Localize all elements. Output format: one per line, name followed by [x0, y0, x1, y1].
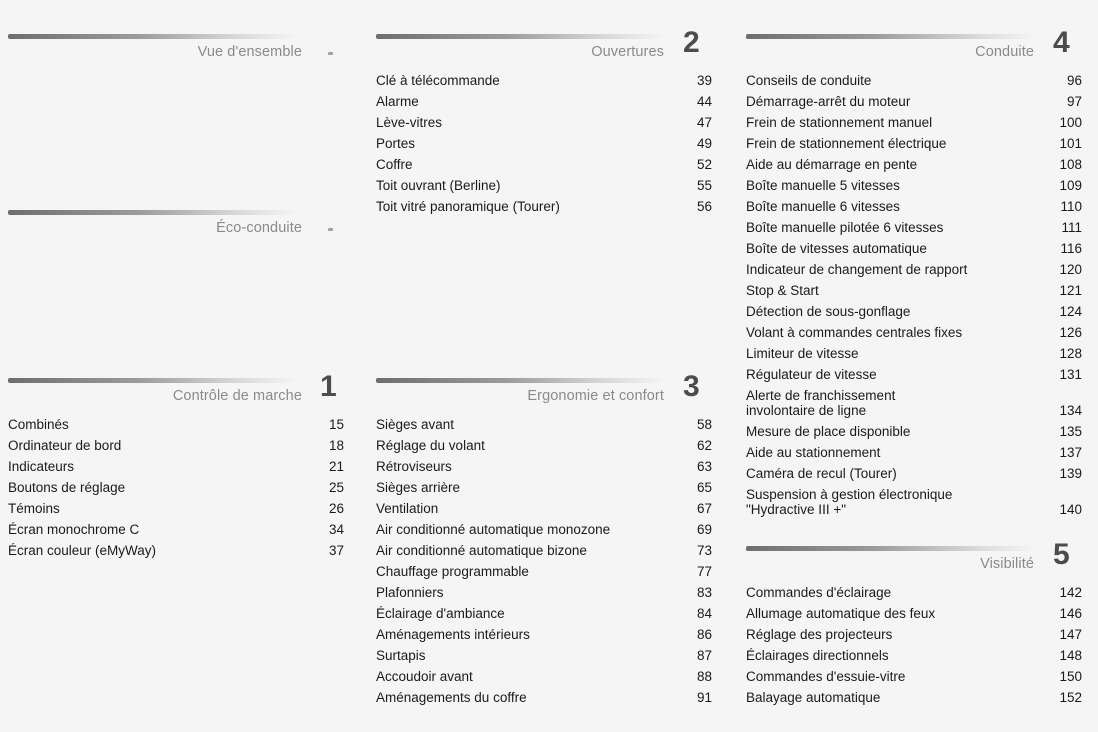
section-divider-bar [376, 34, 666, 39]
toc-section [8, 30, 344, 68]
entry-page-number: 83 [696, 585, 712, 600]
entry-list [746, 582, 1082, 708]
toc-entry[interactable] [376, 498, 712, 519]
toc-entry[interactable] [746, 280, 1082, 301]
section-title[interactable]: Contrôle de marche [172, 388, 302, 404]
entry-label: Aide au stationnement [746, 445, 881, 460]
toc-entry[interactable] [746, 175, 1082, 196]
section-title[interactable]: Ouvertures [591, 44, 664, 60]
section-divider-bar [8, 210, 298, 215]
entry-label: Régulateur de vitesse [746, 367, 877, 382]
entry-label: Alarme [376, 94, 419, 109]
entry-page-number: 111 [1061, 220, 1082, 235]
entry-page-number: 148 [1059, 648, 1082, 663]
toc-entry[interactable] [376, 435, 712, 456]
entry-label: Lève-vitres [376, 115, 443, 130]
entry-page-number: 49 [696, 136, 712, 151]
toc-entry[interactable] [746, 70, 1082, 91]
entry-label: Écran monochrome C [8, 522, 140, 537]
toc-entry[interactable] [8, 456, 344, 477]
entry-label: Aménagements intérieurs [376, 627, 530, 642]
toc-entry[interactable] [746, 301, 1082, 322]
entry-label: Boutons de réglage [8, 480, 126, 495]
toc-entry[interactable] [746, 322, 1082, 343]
section-divider-bar [746, 546, 1036, 551]
toc-entry[interactable] [376, 91, 712, 112]
section-number: 3 [683, 370, 700, 403]
toc-entry[interactable] [746, 364, 1082, 385]
toc-entry[interactable] [376, 133, 712, 154]
entry-label: Éclairage d'ambiance [376, 606, 505, 621]
entry-label: Conseils de conduite [746, 73, 872, 88]
entry-label: Frein de stationnement manuel [746, 115, 933, 130]
entry-page-number: 109 [1059, 178, 1082, 193]
section-number: 5 [1053, 538, 1070, 571]
toc-entry[interactable] [746, 238, 1082, 259]
toc-entry[interactable] [8, 435, 344, 456]
entry-label: Stop & Start [746, 283, 819, 298]
entry-page-number: 120 [1059, 262, 1082, 277]
section-number: 2 [683, 26, 700, 59]
section-divider-bar [376, 378, 666, 383]
toc-entry[interactable] [376, 196, 712, 217]
entry-page-number: 140 [1059, 502, 1082, 517]
entry-page-number: 26 [328, 501, 344, 516]
section-header [746, 538, 1082, 580]
entry-page-number: 139 [1059, 466, 1082, 481]
toc-entry[interactable] [746, 645, 1082, 666]
toc-section [376, 370, 712, 705]
entry-page-number: 65 [696, 480, 712, 495]
entry-label: Témoins [8, 501, 60, 516]
toc-entry[interactable] [376, 70, 712, 91]
toc-entry[interactable] [746, 463, 1082, 484]
entry-label: Rétroviseurs [376, 459, 452, 474]
entry-label: Commandes d'éclairage [746, 585, 892, 600]
section-header [8, 30, 344, 68]
entry-label: Clé à télécommande [376, 73, 500, 88]
toc-entry[interactable] [746, 421, 1082, 442]
entry-page-number: 52 [696, 157, 712, 172]
section-divider-bar [8, 34, 298, 39]
section-number: 4 [1053, 26, 1070, 59]
toc-entry[interactable] [376, 112, 712, 133]
section-header [8, 206, 344, 244]
entry-page-number: 97 [1066, 94, 1082, 109]
toc-entry[interactable] [746, 582, 1082, 603]
toc-entry[interactable] [8, 519, 344, 540]
entry-label: Réglage du volant [376, 438, 485, 453]
entry-page-number: 62 [696, 438, 712, 453]
toc-section [8, 370, 344, 558]
entry-label: Aide au démarrage en pente [746, 157, 918, 172]
entry-label: Coffre [376, 157, 413, 172]
entry-label: Boîte de vitesses automatique [746, 241, 927, 256]
entry-page-number: 124 [1059, 304, 1082, 319]
section-divider-bar [8, 378, 298, 383]
entry-list [8, 414, 344, 561]
entry-page-number: 108 [1059, 157, 1082, 172]
toc-entry[interactable] [746, 133, 1082, 154]
toc-entry[interactable] [376, 477, 712, 498]
entry-page-number: 116 [1060, 241, 1082, 256]
entry-list [376, 414, 712, 708]
section-marker-icon [328, 228, 333, 231]
entry-label: Plafonniers [376, 585, 444, 600]
toc-entry[interactable] [746, 112, 1082, 133]
toc-entry[interactable] [746, 603, 1082, 624]
entry-label: Alerte de franchissement involontaire de ligne [746, 388, 896, 418]
entry-label: Mesure de place disponible [746, 424, 911, 439]
toc-entry[interactable] [376, 561, 712, 582]
entry-page-number: 100 [1059, 115, 1082, 130]
section-title[interactable]: Visibilité [980, 556, 1034, 572]
entry-label: Boîte manuelle 6 vitesses [746, 199, 900, 214]
entry-label: Allumage automatique des feux [746, 606, 936, 621]
entry-page-number: 63 [696, 459, 712, 474]
entry-page-number: 34 [328, 522, 344, 537]
section-header [376, 370, 712, 412]
entry-list [376, 70, 712, 217]
entry-page-number: 25 [328, 480, 344, 495]
entry-page-number: 18 [328, 438, 344, 453]
entry-page-number: 21 [328, 459, 344, 474]
toc-entry[interactable] [746, 154, 1082, 175]
entry-label: Combinés [8, 417, 69, 432]
entry-page-number: 142 [1059, 585, 1082, 600]
toc-entry[interactable] [376, 687, 712, 708]
toc-entry[interactable] [376, 519, 712, 540]
toc-entry[interactable] [746, 442, 1082, 463]
entry-label: Toit ouvrant (Berline) [376, 178, 501, 193]
toc-entry[interactable] [376, 624, 712, 645]
entry-page-number: 77 [696, 564, 712, 579]
section-number: 1 [320, 370, 337, 403]
entry-list [746, 70, 1082, 520]
entry-label: Volant à commandes centrales fixes [746, 325, 963, 340]
section-title[interactable]: Vue d'ensemble [197, 44, 302, 60]
toc-section [376, 26, 712, 214]
entry-page-number: 55 [696, 178, 712, 193]
toc-entry[interactable] [8, 477, 344, 498]
entry-label: Suspension à gestion électronique "Hydractive III +" [746, 487, 953, 517]
entry-label: Portes [376, 136, 416, 151]
entry-label: Sièges avant [376, 417, 455, 432]
entry-page-number: 86 [696, 627, 712, 642]
section-header [8, 370, 344, 412]
toc-entry[interactable] [746, 91, 1082, 112]
entry-page-number: 58 [696, 417, 712, 432]
entry-page-number: 39 [696, 73, 712, 88]
toc-section [8, 206, 344, 244]
section-title[interactable]: Conduite [975, 44, 1034, 60]
entry-page-number: 126 [1059, 325, 1082, 340]
entry-page-number: 15 [328, 417, 344, 432]
toc-entry[interactable] [8, 540, 344, 561]
entry-label: Écran couleur (eMyWay) [8, 543, 157, 558]
entry-label: Éclairages directionnels [746, 648, 889, 663]
section-marker-icon [328, 52, 333, 55]
entry-page-number: 47 [696, 115, 712, 130]
entry-page-number: 37 [328, 543, 344, 558]
entry-label: Réglage des projecteurs [746, 627, 893, 642]
entry-page-number: 67 [696, 501, 712, 516]
toc-entry[interactable] [746, 484, 1082, 520]
entry-page-number: 56 [696, 199, 712, 214]
toc-entry[interactable] [376, 175, 712, 196]
entry-page-number: 135 [1059, 424, 1082, 439]
entry-page-number: 96 [1066, 73, 1082, 88]
entry-page-number: 84 [696, 606, 712, 621]
entry-label: Commandes d'essuie-vitre [746, 669, 906, 684]
entry-page-number: 147 [1059, 627, 1082, 642]
entry-page-number: 73 [696, 543, 712, 558]
entry-page-number: 128 [1059, 346, 1082, 361]
entry-page-number: 101 [1059, 136, 1082, 151]
entry-label: Indicateurs [8, 459, 75, 474]
entry-label: Balayage automatique [746, 690, 881, 705]
entry-page-number: 146 [1059, 606, 1082, 621]
entry-page-number: 87 [696, 648, 712, 663]
toc-entry[interactable] [746, 666, 1082, 687]
section-title[interactable]: Ergonomie et confort [527, 388, 664, 404]
toc-entry[interactable] [376, 456, 712, 477]
toc-entry[interactable] [746, 259, 1082, 280]
entry-label: Air conditionné automatique monozone [376, 522, 611, 537]
toc-section [746, 538, 1082, 705]
entry-label: Air conditionné automatique bizone [376, 543, 587, 558]
toc-entry[interactable] [746, 196, 1082, 217]
entry-label: Aménagements du coffre [376, 690, 527, 705]
toc-entry[interactable] [746, 385, 1082, 421]
entry-label: Toit vitré panoramique (Tourer) [376, 199, 560, 214]
toc-entry[interactable] [376, 645, 712, 666]
entry-label: Frein de stationnement électrique [746, 136, 947, 151]
section-header [746, 26, 1082, 68]
toc-section [746, 26, 1082, 517]
entry-label: Surtapis [376, 648, 426, 663]
entry-label: Démarrage-arrêt du moteur [746, 94, 911, 109]
entry-page-number: 131 [1059, 367, 1082, 382]
section-title[interactable]: Éco-conduite [216, 220, 302, 236]
entry-page-number: 91 [696, 690, 712, 705]
entry-page-number: 88 [696, 669, 712, 684]
entry-page-number: 150 [1059, 669, 1082, 684]
entry-label: Limiteur de vitesse [746, 346, 859, 361]
entry-label: Ventilation [376, 501, 439, 516]
entry-label: Boîte manuelle 5 vitesses [746, 178, 900, 193]
toc-entry[interactable] [376, 582, 712, 603]
entry-label: Ordinateur de bord [8, 438, 122, 453]
toc-entry[interactable] [376, 603, 712, 624]
toc-entry[interactable] [746, 624, 1082, 645]
entry-label: Chauffage programmable [376, 564, 529, 579]
entry-label: Détection de sous-gonflage [746, 304, 911, 319]
entry-label: Caméra de recul (Tourer) [746, 466, 897, 481]
entry-label: Sièges arrière [376, 480, 461, 495]
toc-entry[interactable] [746, 687, 1082, 708]
entry-page-number: 69 [696, 522, 712, 537]
entry-page-number: 137 [1059, 445, 1082, 460]
toc-entry[interactable] [8, 498, 344, 519]
entry-page-number: 110 [1060, 199, 1082, 214]
entry-page-number: 44 [696, 94, 712, 109]
entry-label: Accoudoir avant [376, 669, 473, 684]
toc-entry[interactable] [746, 343, 1082, 364]
toc-entry[interactable] [8, 414, 344, 435]
entry-label: Boîte manuelle pilotée 6 vitesses [746, 220, 944, 235]
toc-entry[interactable] [376, 666, 712, 687]
section-header [376, 26, 712, 68]
entry-page-number: 134 [1059, 403, 1082, 418]
toc-entry[interactable] [376, 154, 712, 175]
section-divider-bar [746, 34, 1036, 39]
entry-page-number: 121 [1059, 283, 1082, 298]
entry-page-number: 152 [1059, 690, 1082, 705]
toc-entry[interactable] [376, 414, 712, 435]
toc-entry[interactable] [376, 540, 712, 561]
entry-label: Indicateur de changement de rapport [746, 262, 968, 277]
toc-entry[interactable] [746, 217, 1082, 238]
